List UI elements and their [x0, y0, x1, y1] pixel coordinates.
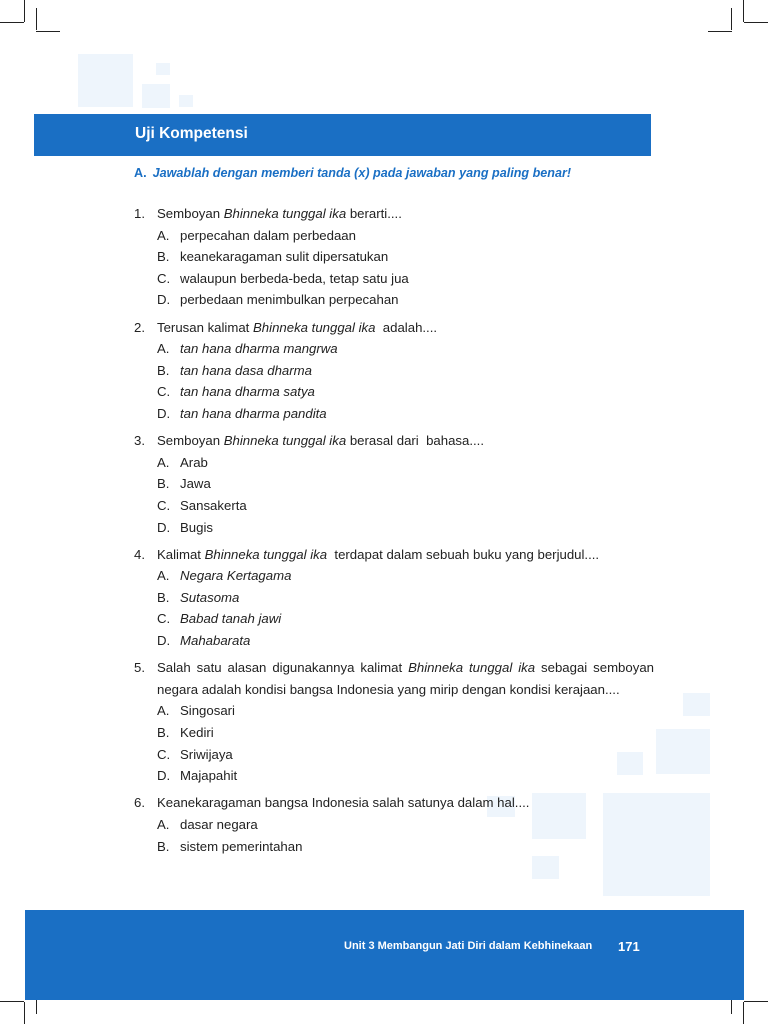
section-header	[34, 114, 651, 156]
option-text: Arab	[180, 454, 208, 470]
option-text: Sansakerta	[180, 497, 247, 513]
question-text: Keanekaragaman bangsa Indonesia salah satunya dalam hal....	[157, 795, 530, 811]
option-text: tan hana dharma pandita	[180, 405, 327, 421]
option-a[interactable]: A. Negara Kertagama	[134, 565, 654, 587]
option-a[interactable]: A. dasar negara	[134, 814, 654, 836]
page-number: 171	[618, 939, 640, 954]
question-text: Terusan kalimat Bhinneka tunggal ika adalah....	[157, 319, 438, 335]
question-number: 5.	[134, 660, 145, 676]
option-text: Kediri	[180, 725, 214, 741]
section-title: Uji Kompetensi	[135, 125, 248, 142]
option-b[interactable]: B. Sutasoma	[134, 587, 654, 609]
option-text: keanekaragaman sulit dipersatukan	[180, 249, 389, 265]
option-text: Singosari	[180, 703, 235, 719]
option-text: tan hana dharma mangrwa	[180, 341, 338, 357]
question-number: 6.	[134, 795, 145, 811]
option-text: tan hana dasa dharma	[180, 362, 312, 378]
question-4	[134, 544, 654, 652]
question-text: Salah satu alasan digunakannya kalimat Bhinneka tunggal ika sebagai semboyan negara adalah kondisi bangsa Indonesia yang mirip dengan kondisi kerajaan....	[157, 660, 654, 697]
question-number: 3.	[134, 433, 145, 449]
instruction-text: Jawablah dengan memberi tanda (x) pada jawaban yang paling benar!	[152, 166, 572, 180]
option-c[interactable]: C. tan hana dharma satya	[134, 381, 654, 403]
question-5	[134, 657, 654, 787]
option-c[interactable]: C. Sansakerta	[134, 495, 654, 517]
option-d[interactable]: D. Mahabarata	[134, 630, 654, 652]
footer-unit-title: Unit 3 Membangun Jati Diri dalam Kebhinekaan	[344, 940, 593, 952]
option-text: Majapahit	[180, 768, 238, 784]
option-d[interactable]: D. perbedaan menimbulkan perpecahan	[134, 289, 654, 311]
option-text: walaupun berbeda-beda, tetap satu jua	[180, 270, 409, 286]
page-footer	[25, 910, 744, 1000]
option-text: sistem pemerintahan	[180, 838, 303, 854]
instruction-letter: A.	[134, 166, 147, 180]
question-text: Semboyan Bhinneka tunggal ika berarti....	[157, 206, 402, 221]
option-b[interactable]: B. keanekaragaman sulit dipersatukan	[134, 246, 654, 268]
option-text: dasar negara	[180, 817, 258, 832]
option-text: Negara Kertagama	[180, 568, 292, 584]
option-text: Mahabarata	[180, 633, 251, 649]
option-b[interactable]: B. Kediri	[134, 722, 654, 744]
option-a[interactable]: A. tan hana dharma mangrwa	[134, 338, 654, 360]
option-text: perpecahan dalam perbedaan	[180, 227, 356, 243]
option-text: Sutasoma	[180, 589, 240, 605]
option-c[interactable]: C. Babad tanah jawi	[134, 608, 654, 630]
option-a[interactable]: A. Singosari	[134, 700, 654, 722]
question-list	[134, 203, 654, 863]
question-2	[134, 317, 654, 425]
option-text: tan hana dharma satya	[180, 384, 315, 400]
question-number: 4.	[134, 546, 145, 562]
question-6	[134, 792, 654, 857]
option-text: perbedaan menimbulkan perpecahan	[180, 292, 399, 308]
option-b[interactable]: B. Jawa	[134, 473, 654, 495]
option-a[interactable]: A. perpecahan dalam perbedaan	[134, 225, 654, 247]
question-number: 1.	[134, 206, 145, 221]
option-c[interactable]: C. walaupun berbeda-beda, tetap satu jua	[134, 268, 654, 290]
instruction	[134, 166, 571, 180]
option-d[interactable]: D. tan hana dharma pandita	[134, 403, 654, 425]
option-b[interactable]: B. sistem pemerintahan	[134, 836, 654, 858]
option-text: Sriwijaya	[180, 746, 233, 762]
option-text: Bugis	[180, 519, 213, 535]
option-d[interactable]: D. Majapahit	[134, 765, 654, 787]
question-text: Semboyan Bhinneka tunggal ika berasal dari bahasa....	[157, 433, 484, 449]
option-text: Babad tanah jawi	[180, 611, 282, 627]
option-c[interactable]: C. Sriwijaya	[134, 744, 654, 766]
option-text: Jawa	[180, 476, 211, 492]
question-1	[134, 203, 654, 311]
question-number: 2.	[134, 319, 145, 335]
option-d[interactable]: D. Bugis	[134, 517, 654, 539]
question-3	[134, 430, 654, 538]
option-a[interactable]: A. Arab	[134, 452, 654, 474]
option-b[interactable]: B. tan hana dasa dharma	[134, 360, 654, 382]
question-text: Kalimat Bhinneka tunggal ika terdapat dalam sebuah buku yang berjudul....	[157, 546, 600, 562]
